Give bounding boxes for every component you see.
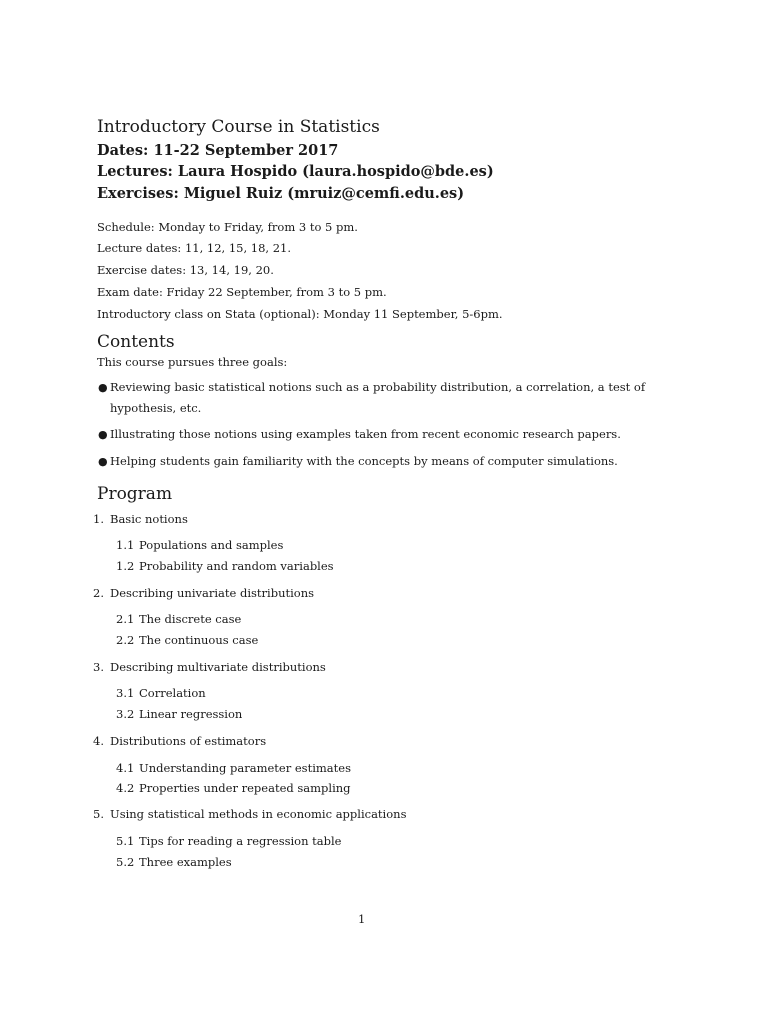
lecturer-line: Lectures: Laura Hospido (laura.hospido@bde.es) — [97, 163, 494, 180]
program-item-label: Basic notions — [110, 512, 188, 526]
program-item-number: 1. — [93, 512, 104, 526]
intro-class-text: Introductory class on Stata (optional): Monday 11 September, 5-6pm. — [97, 307, 503, 321]
program-subitem-label: Populations and samples — [139, 538, 284, 552]
program-subitem-number: 3.2 — [116, 707, 135, 721]
program-item-label: Using statistical methods in economic applications — [110, 807, 407, 821]
program-subitem-label: The discrete case — [139, 612, 242, 626]
exam-date-text: Exam date: Friday 22 September, from 3 to 5 pm. — [97, 285, 387, 299]
program-subitem-label: The continuous case — [139, 633, 259, 647]
program-subitem-label: Linear regression — [139, 707, 243, 721]
course-dates: Dates: 11-22 September 2017 — [97, 142, 339, 159]
program-item-label: Describing multivariate distributions — [110, 660, 326, 674]
program-subitem-number: 5.2 — [116, 855, 135, 869]
contents-intro: This course pursues three goals: — [97, 355, 288, 369]
contents-heading: Contents — [97, 332, 175, 352]
program-item-label: Distributions of estimators — [110, 734, 267, 748]
program-subitem-label: Correlation — [139, 686, 206, 700]
course-title: Introductory Course in Statistics — [97, 117, 380, 137]
program-subitem-label: Three examples — [139, 855, 232, 869]
program-subitem-label: Tips for reading a regression table — [139, 834, 342, 848]
program-subitem-number: 3.1 — [116, 686, 135, 700]
program-subitem-number: 1.1 — [116, 538, 135, 552]
bullet-icon: ● — [98, 455, 108, 468]
schedule-text: Schedule: Monday to Friday, from 3 to 5 pm. — [97, 220, 358, 234]
program-item-number: 5. — [93, 807, 104, 821]
program-subitem-number: 4.1 — [116, 761, 135, 775]
program-subitem-number: 5.1 — [116, 834, 135, 848]
exercise-dates-text: Exercise dates: 13, 14, 19, 20. — [97, 263, 274, 277]
program-subitem-number: 1.2 — [116, 559, 135, 573]
program-subitem-label: Understanding parameter estimates — [139, 761, 351, 775]
bullet-icon: ● — [98, 428, 108, 441]
program-item-number: 4. — [93, 734, 104, 748]
program-item-number: 3. — [93, 660, 104, 674]
program-subitem-label: Probability and random variables — [139, 559, 334, 573]
bullet-icon: ● — [98, 381, 108, 394]
program-heading: Program — [97, 484, 173, 504]
program-subitem-number: 2.2 — [116, 633, 135, 647]
contents-bullet: Illustrating those notions using examples taken from recent economic research papers. — [110, 427, 621, 441]
program-item-label: Describing univariate distributions — [110, 586, 315, 600]
page-number: 1 — [358, 912, 366, 926]
program-subitem-number: 2.1 — [116, 612, 135, 626]
program-item-number: 2. — [93, 586, 104, 600]
contents-bullet: Helping students gain familiarity with the concepts by means of computer simulations. — [110, 454, 618, 468]
program-subitem-label: Properties under repeated sampling — [139, 781, 351, 795]
exercises-line: Exercises: Miguel Ruiz (mruiz@cemfi.edu.es) — [97, 185, 465, 202]
contents-bullet: Reviewing basic statistical notions such as a probability distribution, a correlation, a test of hypothesis, etc. — [110, 380, 646, 415]
program-subitem-number: 4.2 — [116, 781, 135, 795]
lecture-dates-text: Lecture dates: 11, 12, 15, 18, 21. — [97, 241, 292, 255]
